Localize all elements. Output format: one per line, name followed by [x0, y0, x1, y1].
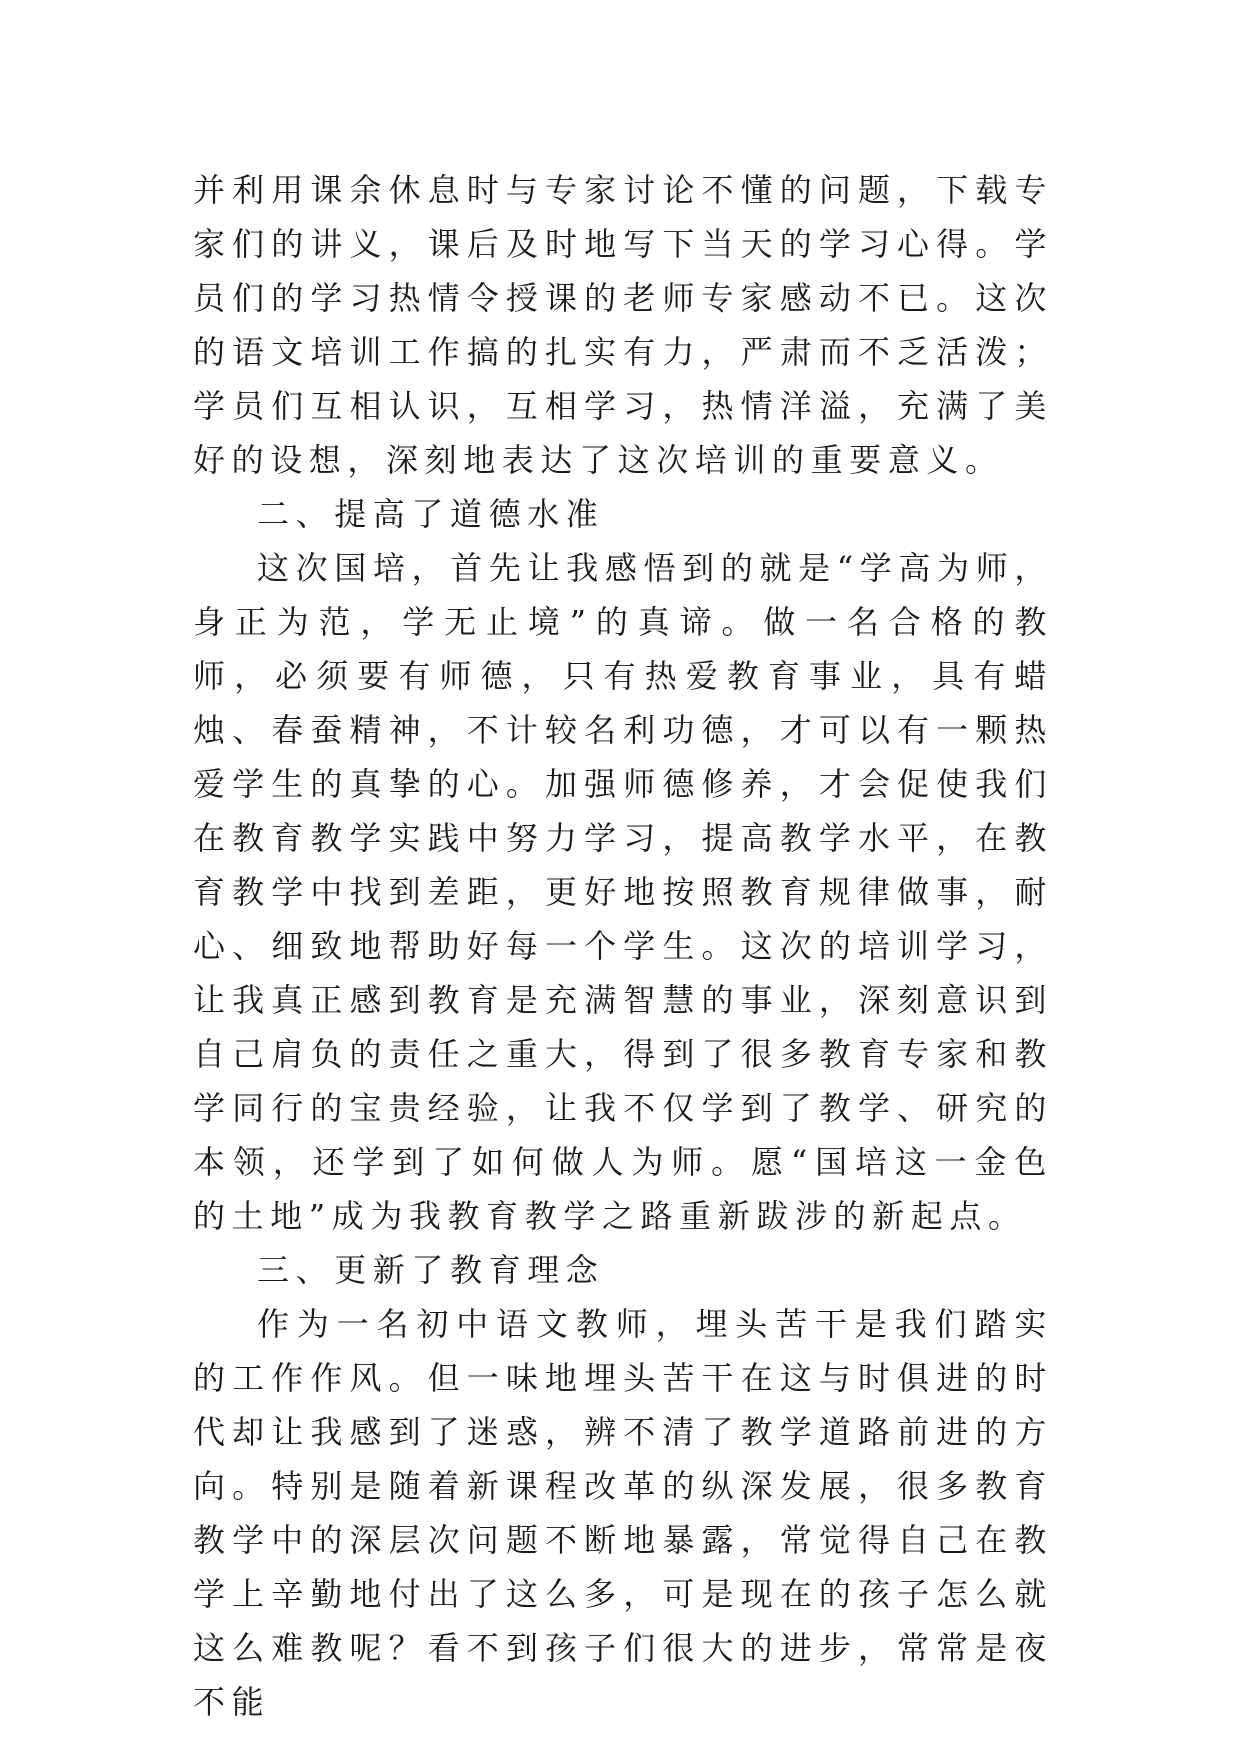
paragraph-continuation: 并利用课余休息时与专家讨论不懂的问题，下载专家们的讲义，课后及时地写下当天的学习心得。学员们的学习热情令授课的老师专家感动不已。这次的语文培训工作搞的扎实有力，严肃而不乏活泼；学员们互相认识，互相学习，热情洋溢，充满了美好的设想，深刻地表达了这次培训的重要意义。: [193, 171, 1053, 479]
section-heading-moral-standard: 二、提高了道德水准: [257, 495, 605, 533]
paragraph-moral-standard: 这次国培，首先让我感悟到的就是“学高为师，身正为范，学无止境”的真谛。做一名合格的教师，必须要有师德，只有热爱教育事业，具有蜡烛、春蚕精神，不计较名利功德，才可以有一颗热爱学生的真挚的心。加强师德修养，才会促使我们在教育教学实践中努力学习，提高教学水平，在教育教学中找到差距，更好地按照教育规律做事，耐心、细致地帮助好每一个学生。这次的培训学习，让我真正感到教育是充满智慧的事业，深刻意识到自己肩负的责任之重大，得到了很多教育专家和教学同行的宝贵经验，让我不仅学到了教学、研究的本领，还学到了如何做人为师。愿“国培这一金色的土地”成为我教育教学之路重新跋涉的新起点。: [193, 549, 1053, 1235]
section-heading-education-concept: 三、更新了教育理念: [257, 1251, 605, 1289]
paragraph-education-concept: 作为一名初中语文教师，埋头苦干是我们踏实的工作作风。但一味地埋头苦干在这与时俱进的时代却让我感到了迷惑，辨不清了教学道路前进的方向。特别是随着新课程改革的纵深发展，很多教育教学中的深层次问题不断地暴露，常觉得自己在教学上辛勤地付出了这么多，可是现在的孩子怎么就这么难教呢？看不到孩子们很大的进步，常常是夜不能: [193, 1305, 1053, 1721]
document-body: [193, 163, 1053, 1729]
